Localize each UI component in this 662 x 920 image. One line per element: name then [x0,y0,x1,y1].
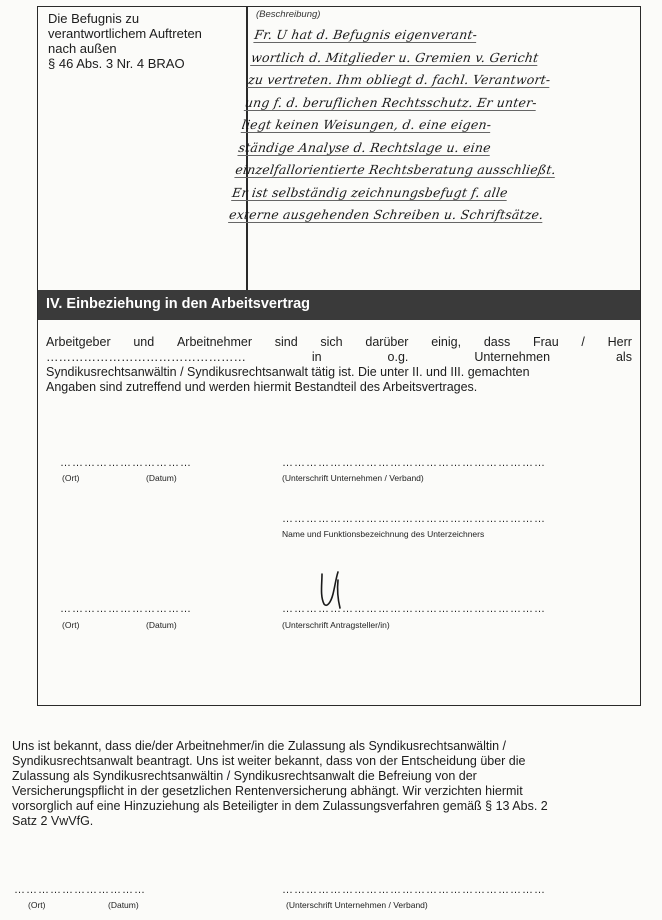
paragraph-line: vorsorglich auf eine Hinzuziehung als Beteiligter in dem Zulassungsverfahren gemäß § 13 Abs. 2 [12,799,548,813]
handwritten-line: zu vertreten. Ihm obliegt d. fachl. Verantwort- [247,72,552,87]
company-signature-caption: (Unterschrift Unternehmen / Verband) [282,473,424,483]
word: sind [274,335,298,349]
paragraph-line: Zulassung als Syndikusrechtsanwältin / Syndikusrechtsanwalt die Befreiung von der [12,769,477,783]
date-caption: (Datum) [146,473,177,483]
place-date-blank: …………………………… [60,457,192,469]
authority-line: nach außen [48,41,117,56]
company-signature-caption: (Unterschrift Unternehmen / Verband) [286,900,428,910]
word: in [311,350,322,364]
word: Unternehmen [474,350,551,364]
authority-line: verantwortlichem Auftreten [48,26,202,41]
handwritten-line: einzelfallorientierte Rechtsberatung ausschließt. [234,162,557,177]
authority-cell [48,11,202,71]
date-caption: (Datum) [108,900,139,910]
word: Herr [607,335,632,349]
place-date-blank: …………………………… [14,884,146,896]
word: Frau [532,335,559,349]
paragraph-line: Angaben sind zutreffend und werden hiermit Bestandteil des Arbeitsvertrages. [46,380,478,394]
word: darüber [365,335,409,349]
word: als [615,350,632,364]
name-function-blank: ………………………………………………………… [282,513,546,525]
paragraph-line [46,335,632,350]
paragraph-line: Syndikusrechtsanwältin / Syndikusrechtsanwalt tätig ist. Die unter II. und III. gemachten [46,365,530,379]
word: o.g. [387,350,409,364]
handwritten-line: Fr. U hat d. Befugnis eigenverant- [253,27,479,42]
company-signature-blank: ………………………………………………………… [282,457,546,469]
handwritten-line: Er ist selbständig zeichnungsbefugt f. alle [231,184,509,200]
applicant-signature-blank: ………………………………………………………… [282,603,546,615]
waiver-paragraph [12,739,652,829]
paragraph-line: Satz 2 VwVfG. [12,814,94,828]
word: / [581,335,585,349]
handwritten-line: wortlich d. Mitglieder u. Gremien v. Gericht [250,49,540,65]
description-label: (Beschreibung) [256,9,321,20]
place-caption: (Ort) [28,900,46,910]
handwritten-line: ständige Analyse d. Rechtslage u. eine [237,139,492,155]
place-date-blank: …………………………… [60,603,192,615]
word: sich [320,335,343,349]
word: Arbeitnehmer [176,335,252,349]
company-signature-blank: ………………………………………………………… [282,884,546,896]
place-caption: (Ort) [62,620,80,630]
authority-line: Die Befugnis zu [48,11,140,26]
handwritten-line: liegt keinen Weisungen, d. eine eigen- [240,117,493,132]
place-caption: (Ort) [62,473,80,483]
word: und [133,335,155,349]
handwritten-line: externe ausgehenden Schreiben u. Schriftsätze. [228,207,545,222]
word: dass [483,335,511,349]
date-caption: (Datum) [146,620,177,630]
paragraph-line: Syndikusrechtsanwalt beantragt. Uns ist weiter bekannt, dass von der Entscheidung über die [12,754,526,768]
paragraph-line [46,350,632,365]
applicant-signature-caption: (Unterschrift Antragsteller/in) [282,620,390,630]
section-iv-title: IV. Einbeziehung in den Arbeitsvertrag [46,296,311,312]
word: Arbeitgeber [46,335,111,349]
name-function-caption: Name und Funktionsbezeichnung des Unterzeichners [282,529,485,539]
handwritten-line: ung f. d. beruflichen Rechtsschutz. Er unter- [243,94,538,110]
handwritten-description [228,24,626,227]
paragraph-line: Uns ist bekannt, dass die/der Arbeitnehmer/in die Zulassung als Syndikusrechtsanwältin / [12,739,507,753]
authority-line: § 46 Abs. 3 Nr. 4 BRAO [48,56,185,71]
word: einig, [431,335,462,349]
name-blank: ………………………………………… [46,350,246,364]
contract-paragraph [46,335,632,395]
paragraph-line: Versicherungspflicht in der gesetzlichen Rentenversicherung abhängt. Wir verzichten hiermit [12,784,523,798]
